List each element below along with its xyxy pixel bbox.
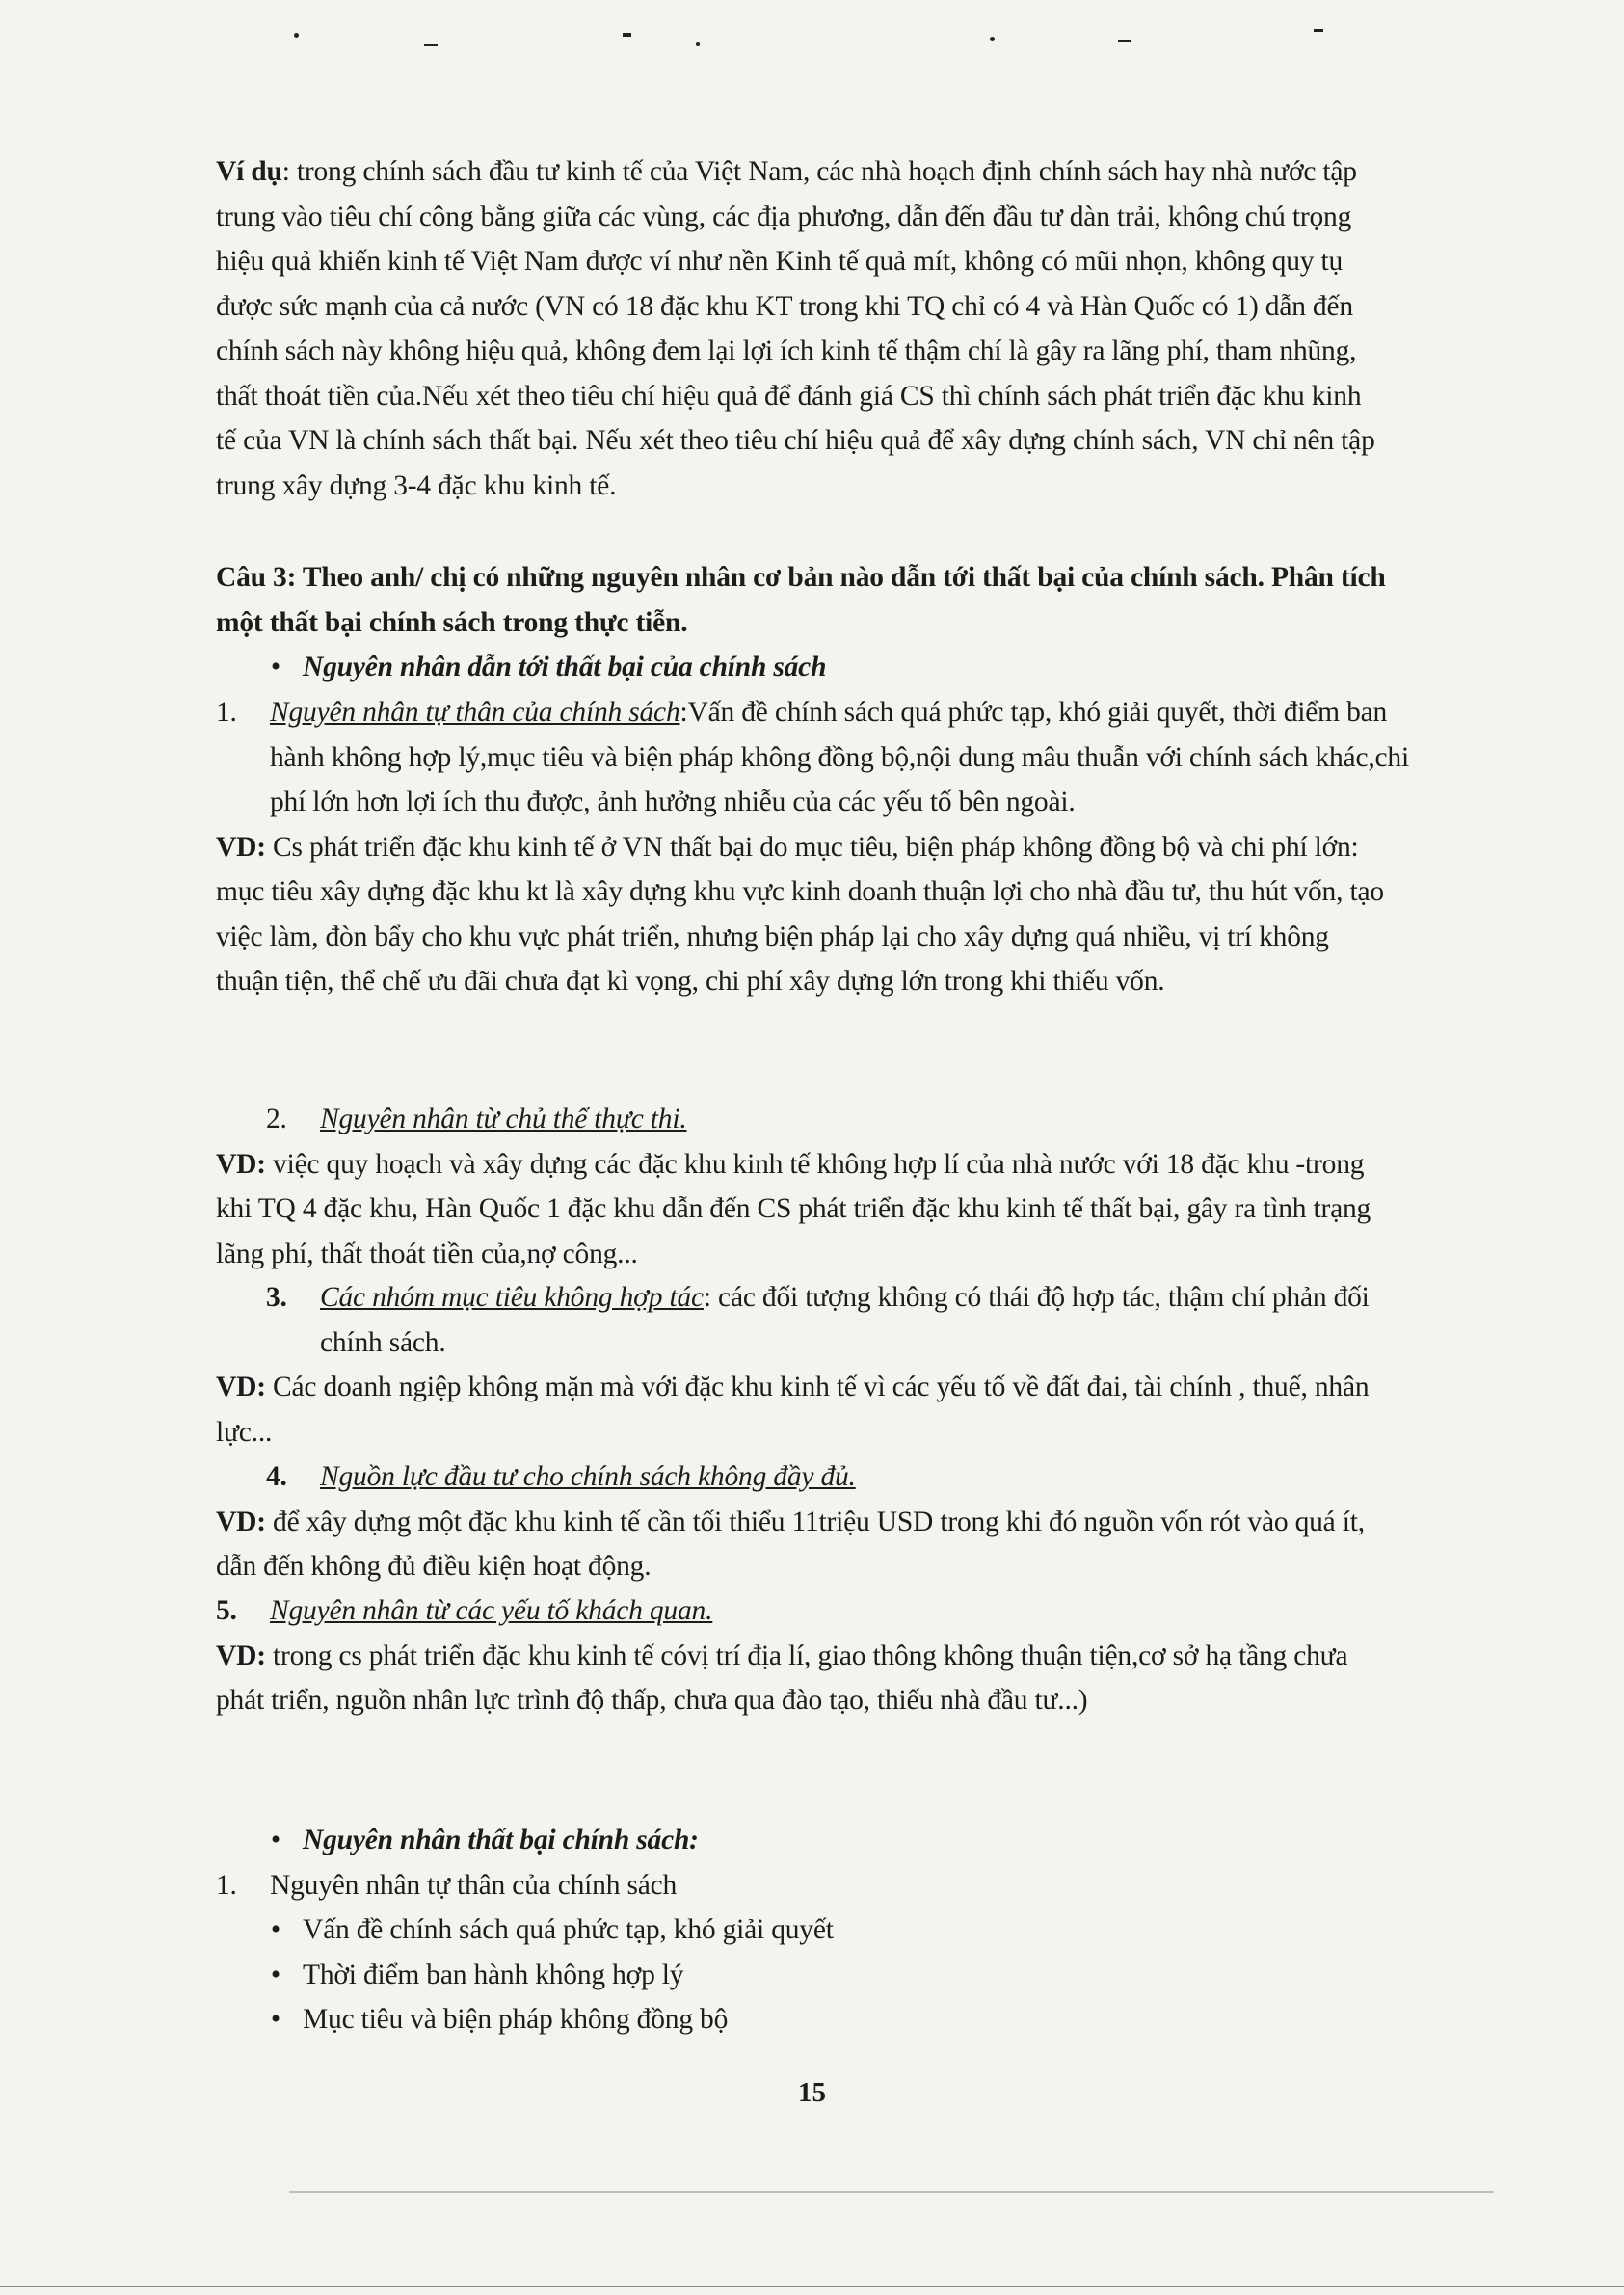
cause-3-line-2: chính sách. (320, 1326, 446, 1358)
vd-1-line: mục tiêu xây dựng đặc khu kt là xây dựng khu vực kinh doanh thuận lợi cho nhà đầu tư, thu hút vốn, tạo (216, 876, 1384, 907)
cause-1-line-1: 1. Nguyên nhân tự thân của chính sách:Vấn đề chính sách quá phức tạp, khó giải quyết, thời điểm ban (216, 697, 1388, 728)
cause-4-line: 4. Nguồn lực đầu tư cho chính sách không đầy đủ. (266, 1461, 856, 1492)
cause-3-line-1: 3. Các nhóm mục tiêu không hợp tác: các đối tượng không có thái độ hợp tác, thậm chí phản đối (266, 1282, 1370, 1313)
scan-speck (1118, 40, 1131, 42)
summary-bullet: • Mục tiêu và biện pháp không đồng bộ (216, 1997, 1488, 2042)
cause-1 (216, 690, 1488, 1004)
vd-1-line-1: VD: Cs phát triển đặc khu kinh tế ở VN thất bại do mục tiêu, biện pháp không đồng bộ và chi phí lớn: (216, 831, 1359, 863)
vd-2-line-1: VD: việc quy hoạch và xây dựng các đặc khu kinh tế không hợp lí của nhà nước với 18 đặc khu -trong (216, 1148, 1365, 1180)
page-number: 15 (798, 2077, 826, 2108)
text-line: Ví dụ: trong chính sách đầu tư kinh tế của Việt Nam, các nhà hoạch định chính sách hay nhà nước tập (216, 156, 1357, 187)
bullet-icon: • (270, 652, 281, 682)
vd-2-line: lãng phí, thất thoát tiền của,nợ công... (216, 1238, 638, 1269)
vd-3-line: lực... (216, 1416, 273, 1448)
cause-5 (216, 1588, 1488, 1723)
text-line: trung vào tiêu chí công bằng giữa các vùng, các địa phương, dẫn đến đầu tư dàn trải, không chú trọng (216, 200, 1352, 232)
vd-3-line-1: VD: Các doanh ngiệp không mặn mà với đặc khu kinh tế vì các yếu tố về đất đai, tài chính , thuế, nhân (216, 1372, 1370, 1402)
text-line: hiệu quả khiến kinh tế Việt Nam được ví như nền Kinh tế quả mít, không có mũi nhọn, không quy tụ (216, 246, 1344, 277)
summary-list (216, 1818, 1488, 2042)
cause-3 (216, 1275, 1488, 1454)
vd-1-line: việc làm, đòn bẩy cho khu vực phát triển, nhưng biện pháp lại cho xây dựng quá nhiều, vị trí không (216, 921, 1329, 952)
question-line-1: Câu 3: Theo anh/ chị có những nguyên nhân cơ bản nào dẫn tới thất bại của chính sách. Phân tích (216, 562, 1386, 593)
cause-1-line-2: hành không hợp lý,mục tiêu và biện pháp không đồng bộ,nội dung mâu thuẫn với chính sách khác,chi (270, 741, 1409, 773)
cause-2 (216, 1097, 1488, 1276)
bullet-icon: • (270, 2004, 281, 2035)
scan-speck (696, 42, 700, 46)
text-line: tế của VN là chính sách thất bại. Nếu xét theo tiêu chí hiệu quả để xây dựng chính sách, VN chỉ nên tập (216, 425, 1375, 456)
scan-speck (990, 37, 995, 41)
vd-5-line-1: VD: trong cs phát triển đặc khu kinh tế cóvị trí địa lí, giao thông không thuận tiện,cơ sở hạ tầng chưa (216, 1640, 1348, 1671)
text-line: thất thoát tiền của.Nếu xét theo tiêu chí hiệu quả để đánh giá CS thì chính sách phát triển đặc khu kinh (216, 380, 1362, 412)
text-line: chính sách này không hiệu quả, không đem lại lợi ích kinh tế thậm chí là gây ra lãng phí, tham nhũng, (216, 335, 1357, 366)
vd-5-line: phát triển, nguồn nhân lực trình độ thấp, chưa qua đào tạo, thiếu nhà đầu tư...) (216, 1685, 1088, 1716)
bullet-heading-2: • Nguyên nhân thất bại chính sách: (216, 1818, 1488, 1863)
question-heading (216, 555, 1488, 690)
scan-speck (623, 33, 631, 37)
vd-4-line-1: VD: để xây dựng một đặc khu kinh tế cần tối thiểu 11triệu USD trong khi đó nguồn vốn rót vào quá ít, (216, 1506, 1365, 1537)
example-paragraph (216, 149, 1488, 508)
bullet-icon: • (270, 1959, 281, 1990)
scan-edge-line (0, 2286, 1624, 2287)
question-line-2: một thất bại chính sách trong thực tiễn. (216, 606, 688, 638)
summary-item-1: 1. Nguyên nhân tự thân của chính sách (216, 1869, 678, 1901)
text-line: được sức mạnh của cả nước (VN có 18 đặc khu KT trong khi TQ chỉ có 4 và Hàn Quốc có 1) dẫn đến (216, 290, 1353, 322)
cause-4 (216, 1454, 1488, 1589)
scan-speck (424, 44, 438, 46)
cause-5-line: 5. Nguyên nhân từ các yếu tố khách quan. (216, 1595, 713, 1626)
scan-speck (1314, 29, 1323, 32)
cause-2-line: 2. Nguyên nhân từ chủ thể thực thi. (266, 1104, 687, 1134)
bullet-icon: • (270, 1914, 281, 1945)
summary-bullet: • Thời điểm ban hành không hợp lý (216, 1953, 1488, 1998)
scan-edge-line (289, 2191, 1494, 2193)
cause-1-line-3: phí lớn hơn lợi ích thu được, ảnh hưởng nhiễu của các yếu tố bên ngoài. (270, 787, 1076, 817)
bullet-heading-1: • Nguyên nhân dẫn tới thất bại của chính sách (216, 645, 1488, 690)
vd-1-line: thuận tiện, thể chế ưu đãi chưa đạt kì vọng, chi phí xây dựng lớn trong khi thiếu vốn. (216, 966, 1165, 997)
scan-speck (294, 33, 299, 38)
vd-4-line: dẫn đến không đủ điều kiện hoạt động. (216, 1551, 652, 1582)
bullet-icon: • (270, 1825, 281, 1855)
text-line: trung xây dựng 3-4 đặc khu kinh tế. (216, 469, 617, 501)
vd-2-line: khi TQ 4 đặc khu, Hàn Quốc 1 đặc khu dẫn đến CS phát triển đặc khu kinh tế thất bại, gây ra tình trạng (216, 1193, 1371, 1224)
summary-bullet: • Vấn đề chính sách quá phức tạp, khó giải quyết (216, 1908, 1488, 1953)
